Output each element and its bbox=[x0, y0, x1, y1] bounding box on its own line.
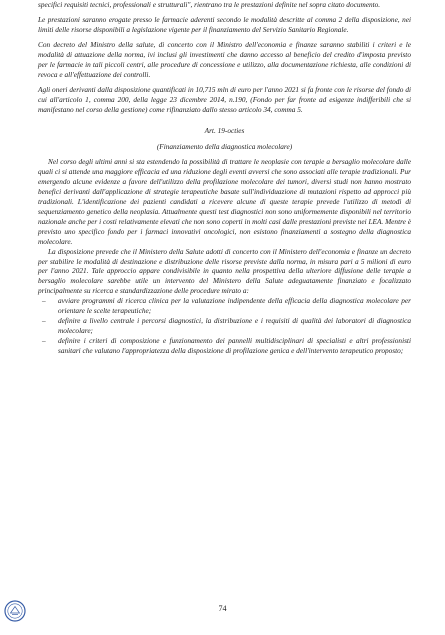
list-item-text: definire i criteri di composizione e funzionamento dei pannelli multidisciplinari di specialisti e altri professionisti sanitari che valutano l'appropriatezza della disposizione di profilazione genica e dell'intervento terapeutico proposto; bbox=[58, 335, 411, 355]
page-number: 74 bbox=[218, 604, 227, 613]
dash-marker: – bbox=[42, 296, 46, 306]
list-item bbox=[38, 316, 411, 336]
article-number: Art. 19-octies bbox=[204, 125, 245, 135]
dash-marker: – bbox=[42, 315, 46, 325]
paragraph-erogazione: Le prestazioni saranno erogate presso le farmacie aderenti secondo le modalità descritte al comma 2 della disposizione, nei limiti delle risorse disponibili a legislazione vigente per il finanziamento del Servizio Sanitario Regionale. bbox=[38, 15, 411, 34]
paragraph-decreto: Con decreto del Ministro della salute, di concerto con il Ministro dell'economia e finanze saranno stabiliti i criteri e le modalità di attuazione della norma, ivi inclusi gli investimenti che danno accesso al beneficio del credito d'imposta previsto per le farmacie in tali piccoli centri, alle procedure di concessione e utilizzo, alla documentazione richiesta, alle condizioni di revoca e all'effettuazione dei controlli. bbox=[38, 40, 411, 79]
bullet-list bbox=[38, 296, 411, 355]
paragraph-disposizione: La disposizione prevede che il Ministero della Salute adotti di concerto con il Ministero dell'economia e finanze un decreto per stabilire le modalità di destinazione e distribuzione delle risorse previste dalla norma, in misura pari a 5 milioni di euro per l'anno 2021. Tale approccio appare condivisibile in quanto nella prospettiva della ulteriore diffusione delle terapie a bersaglio molecolare sarebbe utile un intervento del Ministero della Salute adeguatamente finanziato e focalizzato principalmente su ricerca e standardizzazione delle procedure mirato a: bbox=[38, 246, 411, 296]
article-title: (Finanziamento della diagnostica molecolare) bbox=[156, 141, 293, 151]
list-item bbox=[38, 296, 411, 316]
list-item bbox=[38, 336, 411, 356]
list-item-text: avviare programmi di ricerca clinica per la valutazione indipendente della efficacia della diagnostica molecolare per orientare le scelte terapeutiche; bbox=[58, 296, 411, 316]
paragraph-continuation: specifici requisiti tecnici, professionali e strutturali", rientrano tra le prestazioni definite nel sopra citato documento. bbox=[38, 0, 381, 9]
document-page bbox=[38, 0, 411, 356]
list-item-text: definire a livello centrale i percorsi diagnostici, la distribuzione e i requisiti di qualità dei laboratori di diagnostica molecolare; bbox=[58, 315, 411, 335]
paragraph-neoplasie: Nel corso degli ultimi anni si sta estendendo la possibilità di trattare le neoplasie con terapie a bersaglio molecolare dalle quali ci si attende una maggiore efficacia ed una riduzione degli eventi avversi che sono associati alle terapie tradizionali. Pur emergendo alcune evidenze a favore dell'utilizzo della profilazione molecolare dei tumori, diversi studi non hanno mostrato benefici derivanti dall'applicazione di strategie terapeutiche basate sull'individuazione di mutazioni rispetto ad approcci più tradizionali. L'identificazione dei pazienti candidati a ricevere alcune di queste terapie prevede l'utilizzo di metodi di sequenziamento genetico della neoplasia. Attualmente questi test diagnostici non sono uniformemente disponibili nel territorio nazionale anche per i costi relativamente elevati che non sono coperti in molti casi dalle prestazioni previste nei LEA. Mentre è previsto uno specifico fondo per i farmaci innovativi oncologici, non esistono finanziamenti a sostegno della diagnostica molecolare. bbox=[38, 157, 411, 246]
paragraph-oneri: Agli oneri derivanti dalla disposizione quantificati in 10,715 mln di euro per l'anno 2021 si fa fronte con le risorse del fondo di cui all'articolo 1, comma 200, della legge 23 dicembre 2014, n.190, (Fondo per far fronte ad esigenze indifferibili che si manifestano nel corso della gestione) come rifinanziato dallo stesso articolo 34, comma 5. bbox=[38, 84, 411, 114]
dash-marker: – bbox=[42, 335, 46, 345]
